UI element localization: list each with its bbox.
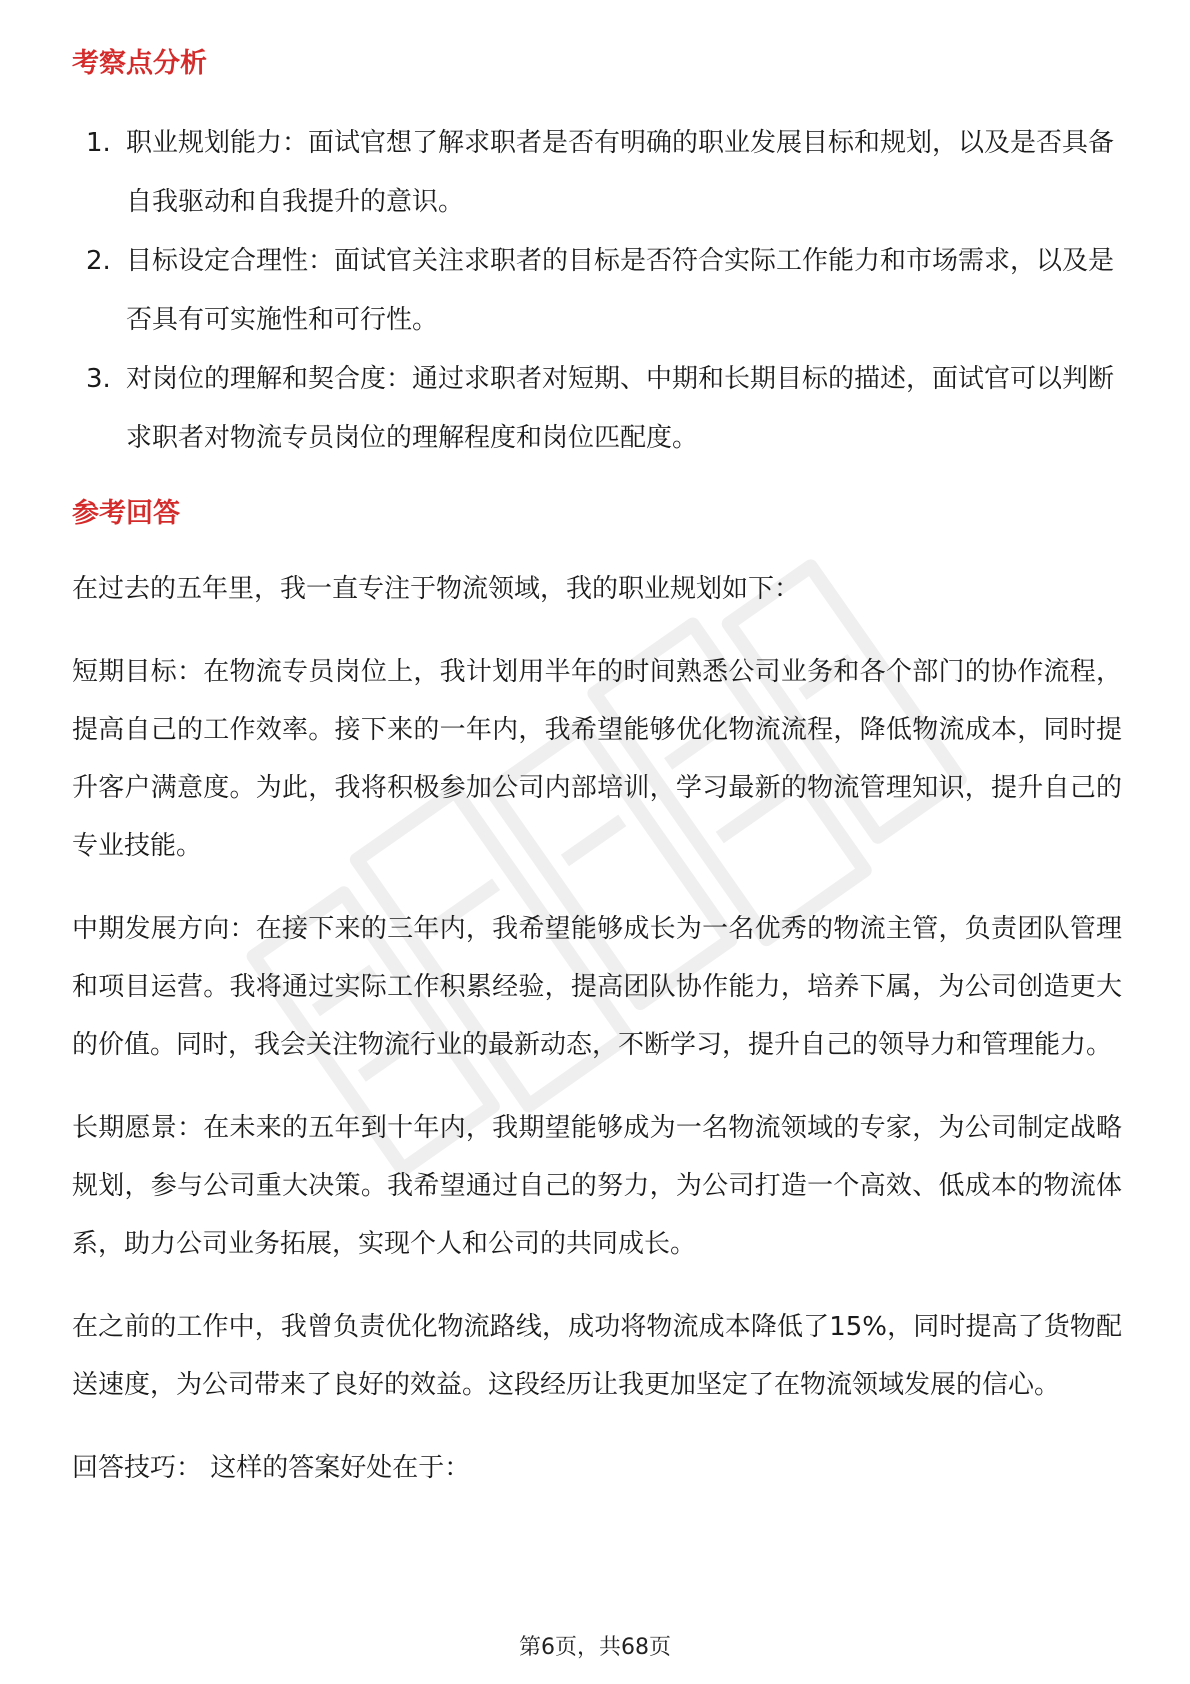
content-area [72,44,1122,1522]
list-number: 1. [86,128,111,158]
section-title-reference-answer: 参考回答 [72,498,180,529]
list-number: 3. [86,364,111,394]
answer-tips: 回答技巧： 这样的答案好处在于： [72,1453,471,1483]
list-number: 2. [86,246,111,276]
answer-experience: 在之前的工作中，我曾负责优化物流路线，成功将物流成本降低了15%，同时提高了货物配送速度，为公司带来了良好的效益。这段经历让我更加坚定了在物流领域发展的信心。 [72,1312,1122,1400]
analysis-list [72,114,1122,468]
list-item-text: 对岗位的理解和契合度：通过求职者对短期、中期和长期目标的描述，面试官可以判断求职者对物流专员岗位的理解程度和岗位匹配度。 [126,364,1115,453]
section-title-analysis: 考察点分析 [72,48,207,79]
answer-long-term: 长期愿景：在未来的五年到十年内，我期望能够成为一名物流领域的专家，为公司制定战略规划，参与公司重大决策。我希望通过自己的努力，为公司打造一个高效、低成本的物流体系，助力公司业务拓展，实现个人和公司的共同成长。 [72,1113,1122,1259]
answer-mid-term: 中期发展方向：在接下来的三年内，我希望能够成长为一名优秀的物流主管，负责团队管理和项目运营。我将通过实际工作积累经验，提高团队协作能力，培养下属，为公司创造更大的价值。同时，我会关注物流行业的最新动态，不断学习，提升自己的领导力和管理能力。 [72,914,1122,1060]
list-item [72,114,1122,232]
page-number: 第6页，共68页 [519,1635,671,1660]
list-item [72,232,1122,350]
list-item-text: 职业规划能力：面试官想了解求职者是否有明确的职业发展目标和规划，以及是否具备自我驱动和自我提升的意识。 [126,128,1115,217]
list-item [72,350,1122,468]
answer-intro: 在过去的五年里，我一直专注于物流领域，我的职业规划如下： [72,574,801,604]
answer-short-term: 短期目标：在物流专员岗位上，我计划用半年的时间熟悉公司业务和各个部门的协作流程，提高自己的工作效率。接下来的一年内，我希望能够优化物流流程，降低物流成本，同时提升客户满意度。为此，我将积极参加公司内部培训，学习最新的物流管理知识，提升自己的专业技能。 [72,657,1122,861]
list-item-text: 目标设定合理性：面试官关注求职者的目标是否符合实际工作能力和市场需求，以及是否具有可实施性和可行性。 [126,246,1115,335]
